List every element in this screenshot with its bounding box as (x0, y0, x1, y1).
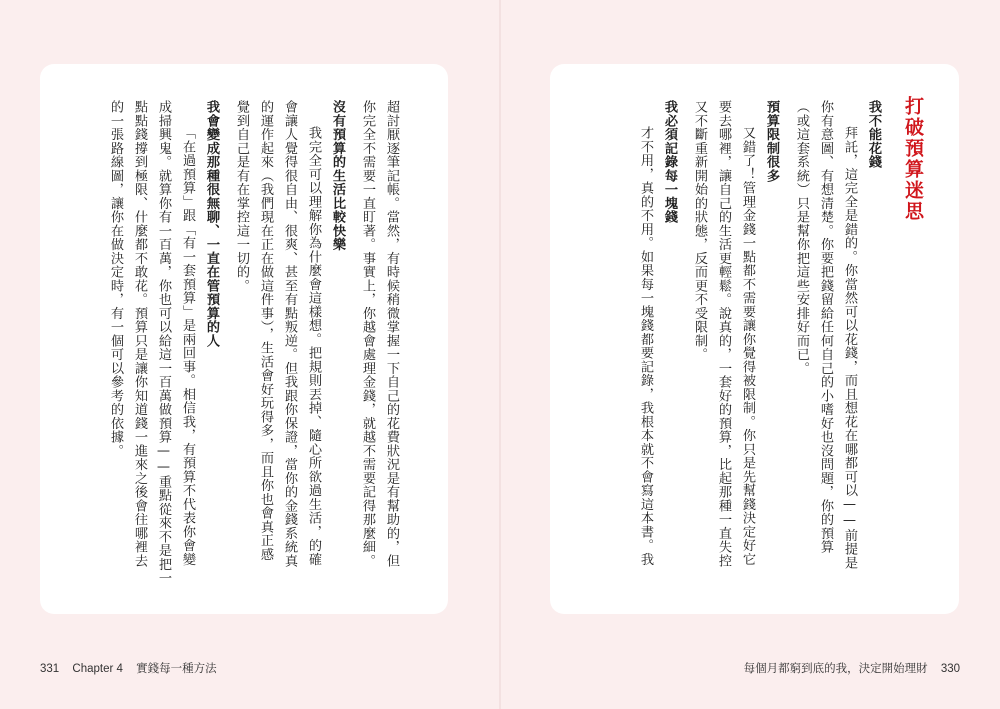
book-title: 每個月都窮到底的我，決定開始理財 (743, 663, 928, 675)
section-title-boring-budget-person: 我會變成那種很無聊、一直在管預算的人 (204, 100, 219, 348)
section-title-budget-restrictive: 預算限制很多 (764, 100, 779, 183)
section-title-happier-without-budget: 沒有預算的生活比較快樂 (330, 100, 345, 252)
paragraph-line: 又錯了！管理金錢一點都不需要讓你覺得被限制。你只是先幫錢決定好它 (740, 126, 755, 566)
section-title-track-every-dollar: 我必須記錄每一塊錢 (662, 100, 677, 224)
paragraph-line: 要去哪裡，讓自己的生活更輕鬆。說真的，一套好的預算，比起那種一直失控 (716, 100, 731, 568)
continued-line-1: 超討厭逐筆記帳。當然，有時候稍微掌握一下自己的花費狀況是有幫助的，但 (384, 100, 399, 568)
paragraph-line: 會讓人覺得很自由、很爽、甚至有點叛逆。但我跟你保證，當你的金錢系統真 (282, 100, 297, 568)
paragraph-line: 「在過預算」跟「有一套預算」是兩回事。相信我，有預算不代表你會變 (180, 126, 195, 566)
paragraph-line: 覺到自己是有在掌控這一切的。 (234, 100, 249, 293)
paragraph-line: 拜託，這完全是錯的。你當然可以花錢，而且想花在哪都可以——前提是 (842, 126, 857, 570)
paragraph-line: 我完全可以理解你為什麼會這樣想。把規則丟掉、隨心所欲過生活，的確 (306, 126, 321, 566)
continued-line-2: 你完全不需要一直盯著。事實上，你越會處理金錢，就越不需要記得那麼細。 (360, 100, 375, 568)
paragraph-line: 的一張路線圖，讓你在做決定時，有一個可以參考的依據。 (108, 100, 123, 458)
left-page-panel (40, 64, 448, 614)
paragraph-line: 你有意圖、有想清楚。你要把錢留給任何自己的小嗜好也沒問題，你的預算 (818, 100, 833, 554)
left-page-footer (40, 660, 227, 676)
paragraph-line: 點點錢撐到極限、什麼都不敢花。預算只是讓你知道錢一進來之後會往哪裡去 (132, 100, 147, 568)
spread-gutter (499, 0, 501, 709)
right-page-panel (550, 64, 959, 614)
chapter-label: Chapter 4 (72, 663, 123, 675)
paragraph-line: 才不用，真的不用。如果每一塊錢都要記錄，我根本就不會寫這本書。我 (638, 126, 653, 566)
paragraph-line: 成掃興鬼。就算你有一百萬，你也可以給這一百萬做預算——重點從來不是把一 (156, 100, 171, 585)
page-number: 330 (940, 663, 960, 675)
section-title-cannot-spend: 我不能花錢 (866, 100, 881, 169)
right-page-footer (744, 660, 960, 676)
paragraph-line: （或這套系統）只是幫你把這些安排好而已。 (794, 100, 809, 375)
chapter-title: 實錢每一種方法 (136, 663, 217, 675)
page-number: 331 (40, 663, 60, 675)
paragraph-line: 又不斷重新開始的狀態，反而更不受限制。 (692, 100, 707, 362)
chapter-heading: 打破預算迷思 (902, 96, 924, 222)
paragraph-line: 的運作起來（我們現在正在做這件事），生活會好玩得多，而且你也會真正感 (258, 100, 273, 561)
